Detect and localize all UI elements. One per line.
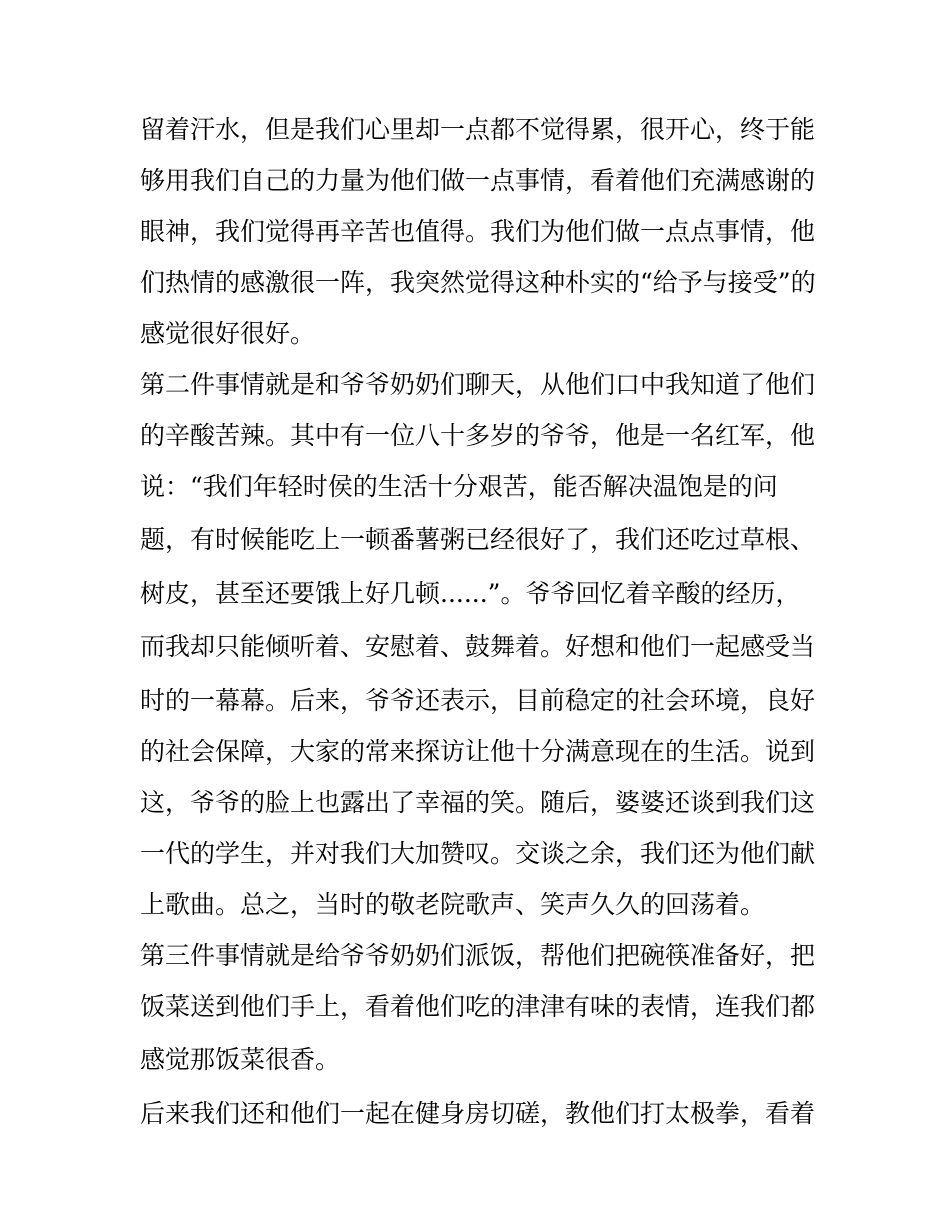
text-line: 树皮，甚至还要饿上好几顿......”。爷爷回忆着辛酸的经历，: [140, 579, 801, 608]
text-line: 这，爷爷的脸上也露出了幸福的笑。随后，婆婆还谈到我们这: [140, 788, 816, 817]
text-line: 上歌曲。总之，当时的敬老院歌声、笑声久久的回荡着。: [140, 890, 766, 919]
text-line: 感觉很好很好。: [140, 319, 316, 348]
text-line: 们热情的感激很一阵，我突然觉得这种朴实的“给予与接受”的: [140, 268, 816, 297]
text-line: 第二件事情就是和爷爷奶奶们聊天，从他们口中我知道了他们: [140, 370, 816, 399]
body-text: [140, 104, 820, 1139]
text-line: 的辛酸苦辣。其中有一位八十多岁的爷爷，他是一名红军，他: [140, 421, 816, 450]
text-line: 留着汗水，但是我们心里却一点都不觉得累，很开心，终于能: [140, 115, 816, 144]
text-line: 说：“我们年轻时侯的生活十分艰苦，能否解决温饱是的问: [140, 472, 778, 501]
text-line: 第三件事情就是给爷爷奶奶们派饭，帮他们把碗筷准备好，把: [140, 941, 816, 970]
text-line: 感觉那饭菜很香。: [140, 1045, 341, 1074]
text-line: 眼神，我们觉得再辛苦也值得。我们为他们做一点点事情，他: [140, 217, 816, 246]
text-line: 的社会保障，大家的常来探访让他十分满意现在的生活。说到: [140, 737, 816, 766]
text-line: 够用我们自己的力量为他们做一点事情，看着他们充满感谢的: [140, 166, 816, 195]
text-line: 而我却只能倾听着、安慰着、鼓舞着。好想和他们一起感受当: [140, 632, 816, 661]
text-line: 饭菜送到他们手上，看着他们吃的津津有味的表情，连我们都: [140, 992, 816, 1021]
text-line: 时的一幕幕。后来，爷爷还表示，目前稳定的社会环境，良好: [140, 686, 816, 715]
text-line: 题，有时候能吃上一顿番薯粥已经很好了，我们还吃过草根、: [140, 525, 816, 554]
text-line: 后来我们还和他们一起在健身房切磋，教他们打太极拳，看着: [140, 1099, 816, 1128]
text-line: 一代的学生，并对我们大加赞叹。交谈之余，我们还为他们献: [140, 839, 816, 868]
